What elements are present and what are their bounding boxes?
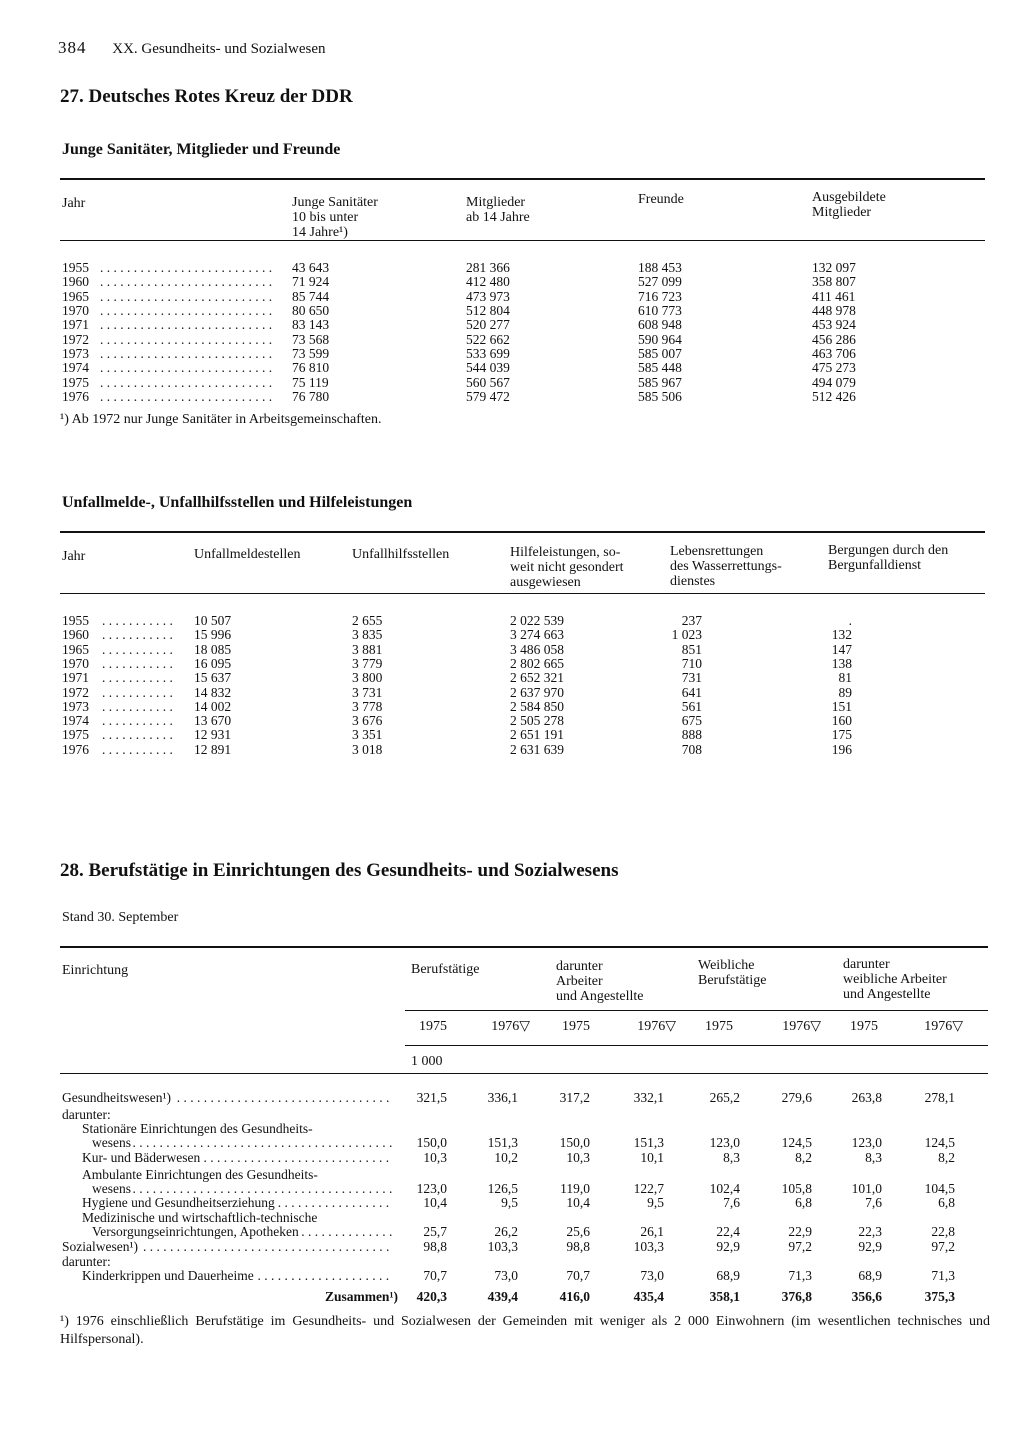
leader-dots — [100, 390, 276, 405]
table-cell: 608 948 — [638, 317, 682, 333]
table-cell: 9,5 — [501, 1195, 518, 1210]
table2-col-bergungen: Bergungen durch den Bergunfalldienst — [828, 543, 949, 573]
table-cell: 101,0 — [851, 1181, 882, 1196]
year-header: 1976▽ — [924, 1019, 963, 1034]
table-row-year: 1975 — [62, 374, 89, 390]
table-cell: 132 — [831, 627, 852, 643]
table-cell: 97,2 — [788, 1239, 812, 1254]
table-cell: 15 637 — [194, 670, 232, 686]
table2-col-jahr: Jahr — [62, 549, 86, 564]
table-row-year: 1975 — [62, 727, 89, 743]
table1-col-jahr: Jahr — [62, 196, 86, 211]
year-header: 1975 — [850, 1019, 878, 1034]
table-cell: 105,8 — [781, 1181, 812, 1196]
table-cell: 420,3 — [416, 1289, 447, 1304]
page-number: 384 — [58, 38, 87, 57]
table-cell: 123,0 — [709, 1135, 740, 1150]
table-cell: 10,4 — [566, 1195, 590, 1210]
leader-dots — [102, 714, 176, 729]
table-cell: 126,5 — [487, 1181, 518, 1196]
table-cell: 10,4 — [423, 1195, 447, 1210]
table-cell: 448 978 — [812, 303, 856, 319]
table-row-year: 1972 — [62, 331, 89, 347]
table3-group-berufstaetige: Berufstätige — [411, 962, 480, 977]
table-row-year: 1965 — [62, 641, 89, 657]
table-cell: 151 — [831, 698, 852, 714]
table-cell: 2 631 639 — [510, 741, 564, 757]
table-cell: 70,7 — [423, 1268, 447, 1283]
table-cell: 512 426 — [812, 389, 856, 405]
table-cell: 585 007 — [638, 346, 682, 362]
table-cell: 151,3 — [487, 1135, 518, 1150]
table-row-year: 1971 — [62, 670, 89, 686]
table-cell: 263,8 — [851, 1090, 882, 1105]
row-label: Gesundheitswesen¹) — [62, 1090, 172, 1105]
table-cell: 26,2 — [494, 1224, 518, 1239]
table1-col-ausgebildete: Ausgebildete Mitglieder — [812, 190, 886, 220]
row-label: darunter: — [62, 1254, 111, 1269]
table-cell: 3 778 — [352, 698, 383, 714]
table-cell: 25,7 — [423, 1224, 447, 1239]
year-header: 1975 — [419, 1019, 447, 1034]
table-cell: 160 — [831, 713, 852, 729]
table-cell: 888 — [681, 727, 702, 743]
table-cell: 73,0 — [640, 1268, 664, 1283]
table2-col-hilfeleistungen: Hilfeleistungen, so- weit nicht gesondert ausgewiesen — [510, 545, 624, 590]
table-cell: 716 723 — [638, 288, 682, 304]
table-cell: 412 480 — [466, 274, 510, 290]
table-cell: 3 351 — [352, 727, 383, 743]
table-cell: 610 773 — [638, 303, 682, 319]
table-row-year: 1970 — [62, 303, 89, 319]
table-row-year: 1970 — [62, 655, 89, 671]
leader-dots — [100, 318, 276, 333]
table-cell: 92,9 — [716, 1239, 740, 1254]
table-cell: 435,4 — [633, 1289, 664, 1304]
table-cell: 475 273 — [812, 360, 856, 376]
leader-dots — [100, 347, 276, 362]
table-cell: 641 — [681, 684, 702, 700]
table-cell: . — [848, 613, 852, 628]
table3-head-rule — [60, 1073, 988, 1074]
table-cell: 585 967 — [638, 374, 682, 390]
table-row-year: 1955 — [62, 613, 89, 628]
table-cell: 13 670 — [194, 713, 232, 729]
leader-dots — [102, 643, 176, 658]
table-row-year: 1955 — [62, 260, 89, 275]
table3-top-rule — [60, 946, 988, 948]
table-row-year: 1976 — [62, 741, 89, 757]
table-cell: 456 286 — [812, 331, 856, 347]
row-label: Hygiene und Gesundheitserziehung — [82, 1195, 275, 1210]
table-cell: 71,3 — [788, 1268, 812, 1283]
table-cell: 102,4 — [709, 1181, 740, 1196]
table-cell: 18 085 — [194, 641, 232, 657]
leader-dots — [100, 376, 276, 391]
table-cell: 473 973 — [466, 288, 510, 304]
table-cell: 675 — [681, 713, 702, 729]
table-cell: 3 018 — [352, 741, 383, 757]
leader-dots — [102, 700, 176, 715]
table-cell: 6,8 — [938, 1195, 955, 1210]
leader-dots — [102, 728, 176, 743]
table-cell: 10,3 — [423, 1150, 447, 1165]
table-cell: 710 — [681, 655, 702, 671]
table-cell: 376,8 — [781, 1289, 812, 1304]
table-cell: 132 097 — [812, 260, 856, 275]
table-cell: 196 — [831, 741, 852, 757]
table-cell: 70,7 — [566, 1268, 590, 1283]
table-cell: 119,0 — [560, 1181, 590, 1196]
leader-dots — [100, 275, 276, 290]
table3-group-darunter-arbeiter: darunter Arbeiter und Angestellte — [556, 959, 644, 1004]
row-label: darunter: — [62, 1107, 111, 1122]
table-cell: 83 143 — [292, 317, 330, 333]
leader-dots — [100, 361, 276, 376]
table1-col-mitglieder: Mitglieder ab 14 Jahre — [466, 195, 530, 225]
table-cell: 10,1 — [640, 1150, 664, 1165]
table-cell: 358,1 — [709, 1289, 740, 1304]
table-cell: 2 802 665 — [510, 655, 564, 671]
table-cell: 265,2 — [709, 1090, 740, 1105]
table-cell: 22,3 — [858, 1224, 882, 1239]
leader-dots — [102, 657, 176, 672]
table-cell: 851 — [681, 641, 702, 657]
table-cell: 8,3 — [865, 1150, 882, 1165]
table-cell: 1 023 — [671, 627, 702, 643]
leader-dots — [102, 671, 176, 686]
year-header: 1976▽ — [782, 1019, 821, 1034]
table-cell: 3 676 — [352, 713, 383, 729]
table-cell: 439,4 — [487, 1289, 518, 1304]
row-label: Sozialwesen¹) — [62, 1239, 139, 1254]
table-row-year: 1972 — [62, 684, 89, 700]
table-cell: 6,8 — [795, 1195, 812, 1210]
table-cell: 151,3 — [633, 1135, 664, 1150]
table-row-year: 1973 — [62, 346, 89, 362]
table1-col-freunde: Freunde — [638, 192, 684, 207]
table-cell: 463 706 — [812, 346, 856, 362]
table-cell: 358 807 — [812, 274, 856, 290]
table-cell: 8,2 — [938, 1150, 955, 1165]
row-label: Kinderkrippen und Dauerheime — [82, 1268, 254, 1283]
table2-title: Unfallmelde-, Unfallhilfsstellen und Hilfeleistungen — [62, 494, 413, 511]
table-cell: 25,6 — [566, 1224, 590, 1239]
leader-dots — [100, 261, 276, 276]
table-cell: 494 079 — [812, 374, 856, 390]
table2-col-unfallmelde: Unfallmeldestellen — [194, 547, 301, 562]
table-cell: 75 119 — [292, 374, 329, 390]
leader-dots — [100, 290, 276, 305]
section-28-title: 28. Berufstätige in Einrichtungen des Gesundheits- und Sozialwesens — [60, 860, 619, 881]
leader-dots — [102, 743, 176, 758]
table-cell: 731 — [681, 670, 702, 686]
table-cell: 579 472 — [466, 389, 510, 405]
table-cell: 68,9 — [716, 1268, 740, 1283]
table-cell: 10,3 — [566, 1150, 590, 1165]
table1-top-rule — [60, 178, 985, 180]
table-cell: 7,6 — [865, 1195, 882, 1210]
table-cell: 92,9 — [858, 1239, 882, 1254]
table-cell: 7,6 — [723, 1195, 740, 1210]
table-cell: 104,5 — [924, 1181, 955, 1196]
table2-head-rule — [60, 593, 985, 594]
table-cell: 26,1 — [640, 1224, 664, 1239]
table-cell: 16 095 — [194, 655, 232, 671]
table3-group-weibliche: Weibliche Berufstätige — [698, 958, 767, 988]
table-cell: 9,5 — [647, 1195, 664, 1210]
table-cell: 12 931 — [194, 727, 232, 743]
row-label: Stationäre Einrichtungen des Gesundheits- — [82, 1121, 313, 1136]
table2-col-unfallhilfs: Unfallhilfsstellen — [352, 547, 450, 562]
table-row-year: 1973 — [62, 698, 89, 714]
table-cell: 10,2 — [494, 1150, 518, 1165]
table1-footnote: ¹) Ab 1972 nur Junge Sanitäter in Arbeitsgemeinschaften. — [60, 412, 382, 427]
table-cell: 3 835 — [352, 627, 383, 643]
table-cell: 585 506 — [638, 389, 682, 405]
table-cell: 14 832 — [194, 684, 232, 700]
year-header: 1975 — [562, 1019, 590, 1034]
table-cell: 522 662 — [466, 331, 510, 347]
table-cell: 10 507 — [194, 613, 232, 628]
table-cell: 98,8 — [566, 1239, 590, 1254]
table3-unit: 1 000 — [411, 1054, 443, 1069]
table-cell: 138 — [831, 655, 852, 671]
table-cell: 336,1 — [487, 1090, 518, 1105]
table-cell: 98,8 — [423, 1239, 447, 1254]
table-cell: 279,6 — [781, 1090, 812, 1105]
table-cell: 188 453 — [638, 260, 682, 275]
table-cell: 22,4 — [716, 1224, 740, 1239]
table-cell: 2 022 539 — [510, 613, 564, 628]
table1-col-junge: Junge Sanitäter 10 bis unter 14 Jahre¹) — [292, 195, 378, 240]
table-cell: 561 — [681, 698, 702, 714]
table-cell: 2 651 191 — [510, 727, 564, 743]
year-header: 1976▽ — [491, 1019, 530, 1034]
table-cell: 71 924 — [292, 274, 330, 290]
table3-col-einrichtung: Einrichtung — [62, 963, 129, 978]
table-cell: 3 779 — [352, 655, 383, 671]
table-cell: 85 744 — [292, 288, 330, 304]
row-label: Versorgungseinrichtungen, Apotheken — [92, 1224, 299, 1239]
total-label: Zusammen¹) — [324, 1289, 398, 1304]
table-cell: 150,0 — [559, 1135, 590, 1150]
table-cell: 71,3 — [931, 1268, 955, 1283]
table-cell: 80 650 — [292, 303, 330, 319]
table-cell: 76 780 — [292, 389, 330, 405]
table-cell: 527 099 — [638, 274, 682, 290]
table-cell: 147 — [831, 641, 852, 657]
table-row-year: 1965 — [62, 288, 89, 304]
row-label: wesens — [92, 1181, 131, 1196]
table3-footnote: ¹) 1976 einschließlich Berufstätige im Gesundheits- und Sozialwesen der Gemeinden mit weniger als 2 000 Einwohnern (im wesentlichen technisches und Hilfspersonal). — [60, 1314, 990, 1347]
table-cell: 2 652 321 — [510, 670, 564, 686]
table-cell: 585 448 — [638, 360, 682, 376]
table3-year-rule — [405, 1045, 988, 1046]
table-cell: 8,3 — [723, 1150, 740, 1165]
table-cell: 73,0 — [494, 1268, 518, 1283]
row-label: Medizinische und wirtschaftlich-technische — [82, 1210, 318, 1225]
leader-dots — [102, 614, 176, 629]
table-cell: 416,0 — [559, 1289, 590, 1304]
table-cell: 89 — [838, 684, 852, 700]
leader-dots — [102, 628, 176, 643]
row-label: Kur- und Bäderwesen — [82, 1150, 201, 1165]
table3-group-darunter-weibliche: darunter weibliche Arbeiter und Angestellte — [843, 957, 947, 1002]
table2-col-lebensrettungen: Lebensrettungen des Wasserrettungs- dienstes — [670, 544, 782, 589]
year-header: 1975 — [705, 1019, 733, 1034]
table-cell: 68,9 — [858, 1268, 882, 1283]
table-cell: 14 002 — [194, 698, 232, 714]
table-cell: 3 486 058 — [510, 641, 564, 657]
table-cell: 278,1 — [924, 1090, 955, 1105]
table-cell: 3 881 — [352, 641, 383, 657]
table1-title: Junge Sanitäter, Mitglieder und Freunde — [62, 141, 341, 158]
table-cell: 411 461 — [812, 288, 856, 304]
table-cell: 122,7 — [633, 1181, 664, 1196]
table-cell: 103,3 — [487, 1239, 518, 1254]
table-cell: 2 637 970 — [510, 684, 564, 700]
chapter-title: XX. Gesundheits- und Sozialwesen — [112, 41, 326, 57]
table-cell: 590 964 — [638, 331, 682, 347]
table-row-year: 1960 — [62, 274, 89, 290]
table-cell: 73 568 — [292, 331, 330, 347]
leader-dots — [100, 333, 276, 348]
table-cell: 317,2 — [559, 1090, 590, 1105]
page-header — [58, 38, 326, 58]
leader-dots — [100, 304, 276, 319]
table-cell: 708 — [681, 741, 702, 757]
table-cell: 2 584 850 — [510, 698, 564, 714]
table-row-year: 1960 — [62, 627, 89, 643]
table-cell: 560 567 — [466, 374, 510, 390]
table-cell: 124,5 — [924, 1135, 955, 1150]
table-cell: 512 804 — [466, 303, 510, 319]
table-cell: 15 996 — [194, 627, 232, 643]
table-cell: 281 366 — [466, 260, 510, 275]
table-cell: 123,0 — [851, 1135, 882, 1150]
table-cell: 332,1 — [633, 1090, 664, 1105]
table-row-year: 1971 — [62, 317, 89, 333]
section-27-title: 27. Deutsches Rotes Kreuz der DDR — [60, 86, 353, 107]
table-cell: 453 924 — [812, 317, 856, 333]
table-cell: 97,2 — [931, 1239, 955, 1254]
table-cell: 321,5 — [416, 1090, 447, 1105]
table-cell: 3 731 — [352, 684, 383, 700]
table-cell: 73 599 — [292, 346, 330, 362]
table-row-year: 1974 — [62, 360, 89, 376]
table-cell: 356,6 — [851, 1289, 882, 1304]
table-cell: 22,8 — [931, 1224, 955, 1239]
table2-top-rule — [60, 531, 985, 533]
table-cell: 3 274 663 — [510, 627, 564, 643]
table-cell: 81 — [838, 670, 852, 686]
table-cell: 22,9 — [788, 1224, 812, 1239]
table-cell: 2 655 — [352, 613, 383, 628]
section-28-subtitle: Stand 30. September — [62, 910, 179, 925]
row-label: wesens — [92, 1135, 131, 1150]
table-cell: 533 699 — [466, 346, 510, 362]
table-cell: 3 800 — [352, 670, 383, 686]
table-cell: 544 039 — [466, 360, 510, 376]
table-cell: 237 — [681, 613, 702, 628]
table-cell: 520 277 — [466, 317, 510, 333]
row-label: Ambulante Einrichtungen des Gesundheits- — [82, 1167, 318, 1182]
table-row-year: 1974 — [62, 713, 89, 729]
table-cell: 124,5 — [781, 1135, 812, 1150]
leader-dots — [102, 686, 176, 701]
table1-head-rule — [60, 240, 985, 241]
leader-dots — [92, 1136, 392, 1151]
table-cell: 43 643 — [292, 260, 330, 275]
table-cell: 150,0 — [416, 1135, 447, 1150]
table-cell: 103,3 — [633, 1239, 664, 1254]
table-cell: 12 891 — [194, 741, 232, 757]
table-cell: 123,0 — [416, 1181, 447, 1196]
table-cell: 2 505 278 — [510, 713, 564, 729]
table3-group-rule — [405, 1010, 988, 1011]
table-cell: 175 — [831, 727, 852, 743]
table-row-year: 1976 — [62, 389, 89, 405]
table-cell: 8,2 — [795, 1150, 812, 1165]
year-header: 1976▽ — [637, 1019, 676, 1034]
table-cell: 76 810 — [292, 360, 330, 376]
table-cell: 375,3 — [924, 1289, 955, 1304]
